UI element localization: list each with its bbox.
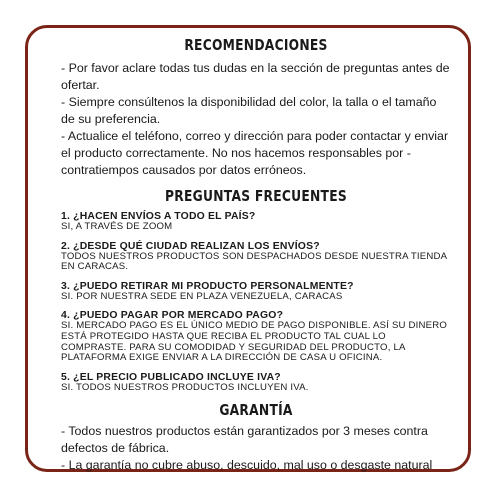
garantia-line: - La garantía no cubre abuso, descuido, mal uso o desgaste natural xyxy=(61,458,433,473)
faq-question: 3. ¿PUEDO RETIRAR MI PRODUCTO PERSONALMENTE? xyxy=(61,280,354,292)
faq-item xyxy=(61,372,451,394)
faq-answer: SI. POR NUESTRA SEDE EN PLAZA VENEZUELA, CARACAS xyxy=(61,290,343,302)
faq-question: 1. ¿HACEN ENVÍOS A TODO EL PAÍS? xyxy=(61,211,256,222)
faq-item xyxy=(61,241,451,273)
preguntas-section xyxy=(61,187,451,393)
recomendaciones-section xyxy=(61,36,451,179)
recomendacion-line: - Siempre consúltenos la disponibilidad del color, la talla o el tamaño de su preferencia. xyxy=(61,95,437,126)
faq-item xyxy=(61,281,451,303)
faq-question: 5. ¿EL PRECIO PUBLICADO INCLUYE IVA? xyxy=(61,371,281,383)
recomendacion-line: - Por favor aclare todas tus dudas en la sección de preguntas antes de ofertar. xyxy=(61,61,450,92)
content xyxy=(61,36,451,474)
preguntas-title: PREGUNTAS FRECUENTES xyxy=(165,187,347,205)
garantia-title: GARANTÍA xyxy=(219,401,293,420)
faq-answer: SI, A TRAVÉS DE ZOOM xyxy=(61,221,173,232)
recomendaciones-title: RECOMENDACIONES xyxy=(184,36,328,54)
faq-question: 4. ¿PUEDO PAGAR POR MERCADO PAGO? xyxy=(61,310,284,322)
faq-answer: TODOS NUESTROS PRODUCTOS SON DESPACHADOS DESDE NUESTRA TIENDA EN CARACAS. xyxy=(61,250,447,273)
faq-item xyxy=(61,211,451,233)
garantia-line: - Todos nuestros productos están garantizados por 3 meses contra defectos de fábrica. xyxy=(61,424,428,456)
recomendacion-line: - Actualice el teléfono, correo y dirección para poder contactar y enviar el producto correctamente. No nos hacemos responsables por -contratiempos causados por datos erróneos. xyxy=(61,129,449,177)
faq-answer: SI. TODOS NUESTROS PRODUCTOS INCLUYEN IVA. xyxy=(61,381,309,393)
faq-answer: SI. MERCADO PAGO ES EL ÚNICO MEDIO DE PAGO DISPONIBLE. ASÍ SU DINERO ESTÁ PROTEGIDO HASTA QUE RECIBA EL PRODUCTO TAL CUAL LO COMPRASTE. PARA SU COMODIDAD Y SEGURIDAD DEL PRODUCTO, LA PLATAFORMA EXIGE ENVIAR A LA DIRECCIÓN DE CASA U OFICINA. xyxy=(61,320,448,364)
faq-item xyxy=(61,310,451,363)
garantia-section xyxy=(61,401,451,474)
faq-question: 2. ¿DESDE QUÉ CIUDAD REALIZAN LOS ENVÍOS? xyxy=(61,240,320,252)
